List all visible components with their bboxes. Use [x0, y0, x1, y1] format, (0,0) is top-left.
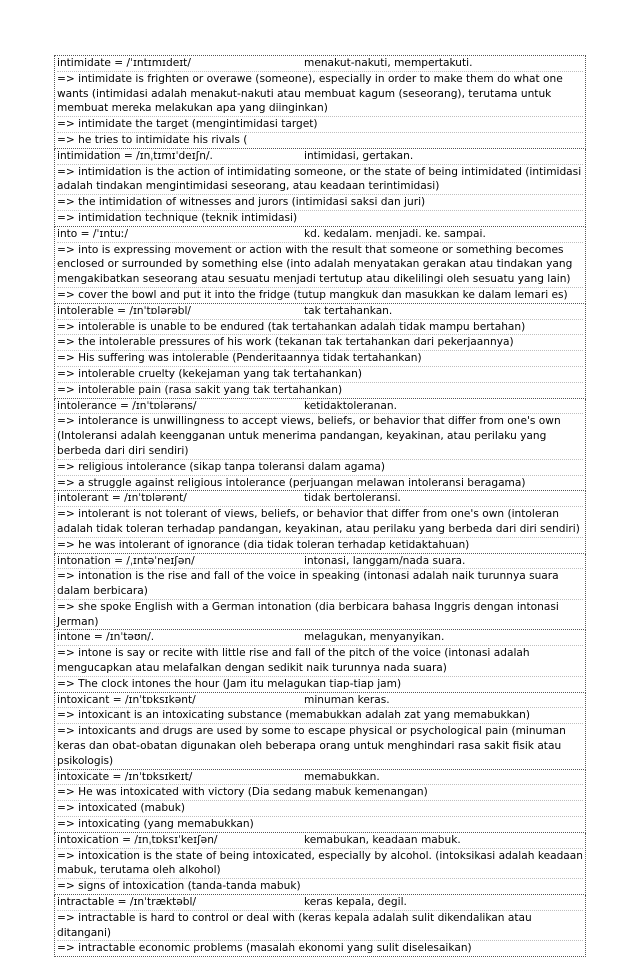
- entry-word-pronunciation: intimidate = /ˈɪntɪmɪdeɪt/: [57, 57, 191, 69]
- entry-example-line: => intolerable is unable to be endured (tak tertahankan adalah tidak mampu bertahan): [57, 320, 583, 336]
- dictionary-entry: [54, 630, 586, 692]
- entry-example-line: => intoxicant is an intoxicating substance (memabukkan adalah zat yang memabukkan): [57, 708, 583, 724]
- entry-example-line: => intimidation is the action of intimidating someone, or the state of being intimidated (intimidasi adalah tindakan mengintimidasi seseorang, atau keadaan terintimidasi): [57, 165, 583, 196]
- entry-meaning: kemabukan, keadaan mabuk.: [304, 833, 461, 846]
- entry-headword-line: [57, 399, 583, 415]
- entry-meaning: ketidaktoleranan.: [304, 399, 397, 412]
- entry-example-line: => a struggle against religious intolerance (perjuangan melawan intoleransi beragama): [57, 476, 526, 489]
- entry-example-line: => he tries to intimidate his rivals (: [57, 133, 248, 146]
- entry-meaning: intimidasi, gertakan.: [304, 149, 414, 162]
- entry-example-line: => religious intolerance (sikap tanpa toleransi dalam agama): [57, 460, 583, 476]
- entry-headword-line: [57, 304, 583, 320]
- dictionary-entry: [54, 55, 586, 149]
- entry-example-line: => the intolerable pressures of his work (tekanan tak tertahankan dari pekerjaannya): [57, 335, 583, 351]
- entry-word-pronunciation: intractable = /ɪnˈtræktəbl/: [57, 896, 197, 909]
- entry-word-pronunciation: intolerable = /ɪnˈtɒlərəbl/: [57, 304, 191, 317]
- entry-meaning: melagukan, menyanyikan.: [304, 631, 445, 644]
- entry-meaning: kd. kedalam. menjadi. ke. sampai.: [304, 227, 486, 240]
- entry-meaning: menakut-nakuti, mempertakuti.: [304, 57, 473, 69]
- entry-word-pronunciation: intoxication = /ɪnˌtɒksɪˈkeɪʃən/: [57, 833, 218, 846]
- entry-headword-line: [57, 693, 583, 709]
- entry-example-line: => intoxicating (yang memabukkan): [57, 818, 254, 831]
- entry-headword-line: [57, 491, 583, 507]
- entry-example-line: => the intimidation of witnesses and jurors (intimidasi saksi dan juri): [57, 195, 583, 211]
- entry-example-line: => He was intoxicated with victory (Dia sedang mabuk kemenangan): [57, 785, 583, 801]
- entry-word-pronunciation: into = /ˈɪntuː/: [57, 227, 129, 240]
- entry-example-line: => intoxicated (mabuk): [57, 801, 583, 817]
- entry-example-line: => cover the bowl and put it into the fridge (tutup mangkuk dan masukkan ke dalam lemari es): [57, 288, 568, 301]
- entry-example-line: => intonation is the rise and fall of the voice in speaking (intonasi adalah naik turunnya suara dalam berbicara): [57, 569, 583, 600]
- entry-example-line: => The clock intones the hour (Jam itu melagukan tiap-tiap jam): [57, 677, 402, 690]
- entry-headword-line: [57, 630, 583, 646]
- entry-headword-line: [57, 770, 583, 786]
- dictionary-entry: [54, 149, 586, 227]
- dictionary-entry: [54, 227, 586, 304]
- entry-meaning: tidak bertoleransi.: [304, 492, 401, 505]
- entry-word-pronunciation: intoxicate = /ɪnˈtɒksɪkeɪt/: [57, 770, 193, 783]
- entry-example-line: => intolerable pain (rasa sakit yang tak tertahankan): [57, 383, 343, 396]
- entry-example-line: => he was intolerant of ignorance (dia tidak toleran terhadap ketidaktahuan): [57, 538, 470, 551]
- entry-headword-line: [57, 149, 583, 165]
- dictionary-document: [54, 55, 586, 957]
- dictionary-entry: [54, 304, 586, 399]
- entry-word-pronunciation: intolerance = /ɪnˈtɒlərəns/: [57, 399, 197, 412]
- entry-example-line: => intimidation technique (teknik intimidasi): [57, 211, 298, 224]
- dictionary-entry: [54, 399, 586, 492]
- entry-word-pronunciation: intolerant = /ɪnˈtɒlərənt/: [57, 492, 187, 505]
- entry-headword-line: [57, 554, 583, 570]
- dictionary-entry: [54, 491, 586, 553]
- entry-word-pronunciation: intimidation = /ɪnˌtɪmɪˈdeɪʃn/.: [57, 149, 213, 162]
- dictionary-entry: [54, 693, 586, 770]
- entry-example-line: => intolerance is unwillingness to accept views, beliefs, or behavior that differ from one's own (Intoleransi adalah keengganan untuk menerima pandangan, keyakinan, atau perilaku yang berbeda dari diri sendiri): [57, 414, 583, 459]
- dictionary-entry: [54, 895, 586, 957]
- entry-headword-line: [57, 227, 583, 243]
- entry-example-line: => intoxicants and drugs are used by some to escape physical or psychological pain (minuman keras dan obat-obatan digunakan oleh beberapa orang untuk menghindari rasa sakit fisik atau psikologis): [57, 725, 570, 767]
- dictionary-entry: [54, 833, 586, 895]
- entry-word-pronunciation: intoxicant = /ɪnˈtɒksɪkənt/: [57, 693, 196, 706]
- entry-example-line: => intractable economic problems (masalah ekonomi yang sulit diselesaikan): [57, 942, 472, 955]
- entry-example-line: => she spoke English with a German intonation (dia berbicara bahasa Inggris dengan intonasi Jerman): [57, 600, 563, 628]
- entry-meaning: memabukkan.: [304, 770, 380, 783]
- entry-example-line: => into is expressing movement or action with the result that someone or something becomes enclosed or surrounded by something else (into adalah menyatakan gerakan atau tindakan yang mengakibatkan seseorang atau sesuatu menjadi tertutup atau dikelilingi oleh sesuatu yang lain): [57, 243, 583, 288]
- dictionary-entry: [54, 770, 586, 833]
- entry-headword-line: [57, 56, 583, 72]
- entry-example-line: => intolerable cruelty (kekejaman yang tak tertahankan): [57, 367, 583, 383]
- entry-word-pronunciation: intone = /ɪnˈtəʊn/.: [57, 631, 155, 644]
- entry-meaning: minuman keras.: [304, 693, 390, 706]
- entry-headword-line: [57, 833, 583, 849]
- entry-example-line: => intolerant is not tolerant of views, beliefs, or behavior that differ from one's own (intoleran adalah tidak toleran terhadap pandangan, keyakinan, atau perilaku yang berbeda dari diri sendiri): [57, 507, 583, 538]
- entry-example-line: => signs of intoxication (tanda-tanda mabuk): [57, 880, 301, 893]
- entry-example-line: => His suffering was intolerable (Penderitaannya tidak tertahankan): [57, 351, 583, 367]
- entry-meaning: keras kepala, degil.: [304, 896, 407, 909]
- entry-meaning: intonasi, langgam/nada suara.: [304, 554, 466, 567]
- entry-example-line: => intimidate is frighten or overawe (someone), especially in order to make them do what one wants (intimidasi adalah menakut-nakuti atau membuat kagum (seseorang), terutama untuk membuat mereka melakukan apa yang diinginkan): [57, 72, 583, 117]
- entry-example-line: => intone is say or recite with little rise and fall of the pitch of the voice (intonasi adalah mengucapkan atau melafalkan dengan sedikit naik turunnya nada suara): [57, 646, 583, 677]
- entry-example-line: => intoxication is the state of being intoxicated, especially by alcohol. (intoksikasi adalah keadaan mabuk, terutama oleh alkohol): [57, 849, 583, 880]
- entry-meaning: tak tertahankan.: [304, 304, 393, 317]
- dictionary-entry: [54, 554, 586, 631]
- entry-example-line: => intractable is hard to control or deal with (keras kepala adalah sulit dikendalikan atau ditangani): [57, 911, 583, 942]
- entry-example-line: => intimidate the target (mengintimidasi target): [57, 117, 583, 133]
- entry-word-pronunciation: intonation = /ˌɪntəˈneɪʃən/: [57, 554, 195, 567]
